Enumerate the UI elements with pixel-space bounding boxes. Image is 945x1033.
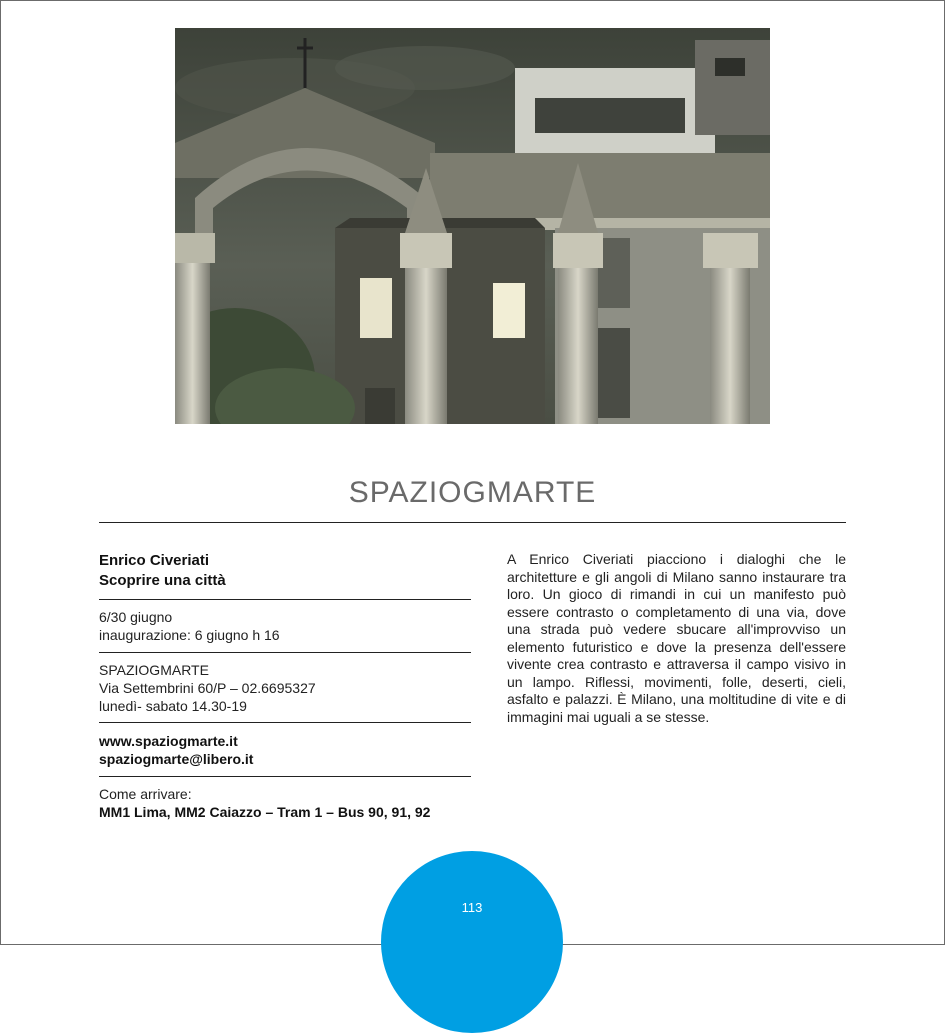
directions-label: Come arrivare: xyxy=(99,786,192,802)
event-heading xyxy=(99,551,471,591)
artist-name: Enrico Civeriati xyxy=(99,552,210,569)
section-divider xyxy=(99,599,471,600)
transit-info: MM1 Lima, MM2 Caiazzo – Tram 1 – Bus 90, 91, 92 xyxy=(99,804,431,820)
section-divider xyxy=(99,652,471,653)
directions-block xyxy=(99,785,471,821)
exhibition-photo xyxy=(175,28,770,424)
section-divider xyxy=(99,776,471,777)
website-link[interactable]: www.spaziogmarte.it xyxy=(99,733,238,749)
exhibition-dates: 6/30 giugno xyxy=(99,609,173,625)
location-block xyxy=(99,661,471,715)
event-info-column xyxy=(99,551,471,821)
photo-illustration xyxy=(175,28,770,424)
title-divider xyxy=(99,522,846,523)
location-name: SPAZIOGMARTE xyxy=(99,662,209,678)
dates-block xyxy=(99,608,471,644)
email-link[interactable]: spaziogmarte@libero.it xyxy=(99,751,254,767)
location-address: Via Settembrini 60/P – 02.6695327 xyxy=(99,680,316,696)
contacts-block xyxy=(99,732,471,768)
page-number-badge xyxy=(381,851,563,1033)
opening-hours: lunedì- sabato 14.30-19 xyxy=(99,698,247,714)
opening-info: inaugurazione: 6 giugno h 16 xyxy=(99,627,280,643)
venue-title: SPAZIOGMARTE xyxy=(348,476,597,509)
exhibition-title: Scoprire una città xyxy=(99,572,226,589)
section-divider xyxy=(99,722,471,723)
exhibition-description: A Enrico Civeriati piacciono i dialoghi che le architetture e gli angoli di Milano sanno instaurare tra loro. Un gioco di rimandi in cui un manifesto può essere contrasto o completamento di una via, dove una strada può vedere sbucare all'improvviso un elemento futuristico e dove la presenza dell'essere vivente crea contrasto e attraversa il campo visivo in un lampo. Riflessi, movimenti, folle, deserti, cieli, asfalto e palazzi. È Milano, una moltitudine di vite e di immagini mai uguali a se stesse. xyxy=(507,551,846,725)
page-number: 113 xyxy=(461,900,483,915)
